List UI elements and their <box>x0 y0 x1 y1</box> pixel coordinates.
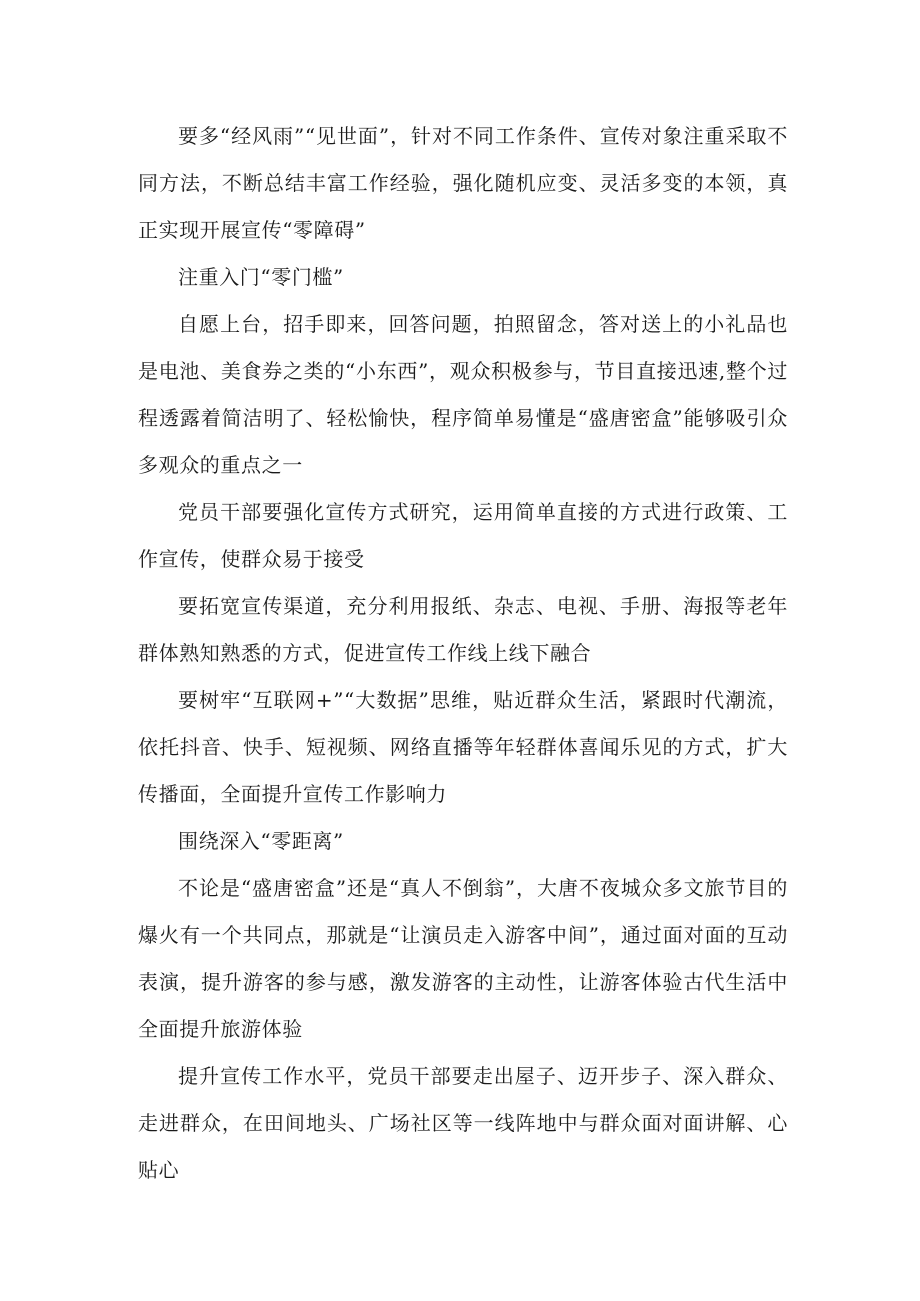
document-body <box>138 113 788 1194</box>
paragraph: 要拓宽宣传渠道，充分利用报纸、杂志、电视、手册、海报等老年群体熟知熟悉的方式，促进宣传工作线上线下融合 <box>138 594 788 665</box>
section-heading: 围绕深入“零距离” <box>178 829 344 853</box>
section-heading: 注重入门“零门槛” <box>178 265 344 289</box>
paragraph: 要多“经风雨”“见世面”，针对不同工作条件、宣传对象注重采取不同方法，不断总结丰富工作经验，强化随机应变、灵活多变的本领，真正实现开展宣传“零障碍” <box>138 124 788 242</box>
paragraph: 要树牢“互联网+”“大数据”思维，贴近群众生活，紧跟时代潮流，依托抖音、快手、短视频、网络直播等年轻群体喜闻乐见的方式，扩大传播面，全面提升宣传工作影响力 <box>138 688 788 806</box>
paragraph: 不论是“盛唐密盒”还是“真人不倒翁”，大唐不夜城众多文旅节目的爆火有一个共同点，那就是“让演员走入游客中间”，通过面对面的互动表演，提升游客的参与感，激发游客的主动性，让游客体验古代生活中全面提升旅游体验 <box>138 876 788 1041</box>
paragraph: 提升宣传工作水平，党员干部要走出屋子、迈开步子、深入群众、走进群众，在田间地头、广场社区等一线阵地中与群众面对面讲解、心贴心 <box>138 1064 788 1182</box>
paragraph: 党员干部要强化宣传方式研究，运用简单直接的方式进行政策、工作宣传，使群众易于接受 <box>138 500 788 571</box>
paragraph: 自愿上台，招手即来，回答问题，拍照留念，答对送上的小礼品也是电池、美食券之类的“小东西”，观众积极参与，节目直接迅速,整个过程透露着简洁明了、轻松愉快，程序简单易懂是“盛唐密盒”能够吸引众多观众的重点之一 <box>138 312 788 477</box>
